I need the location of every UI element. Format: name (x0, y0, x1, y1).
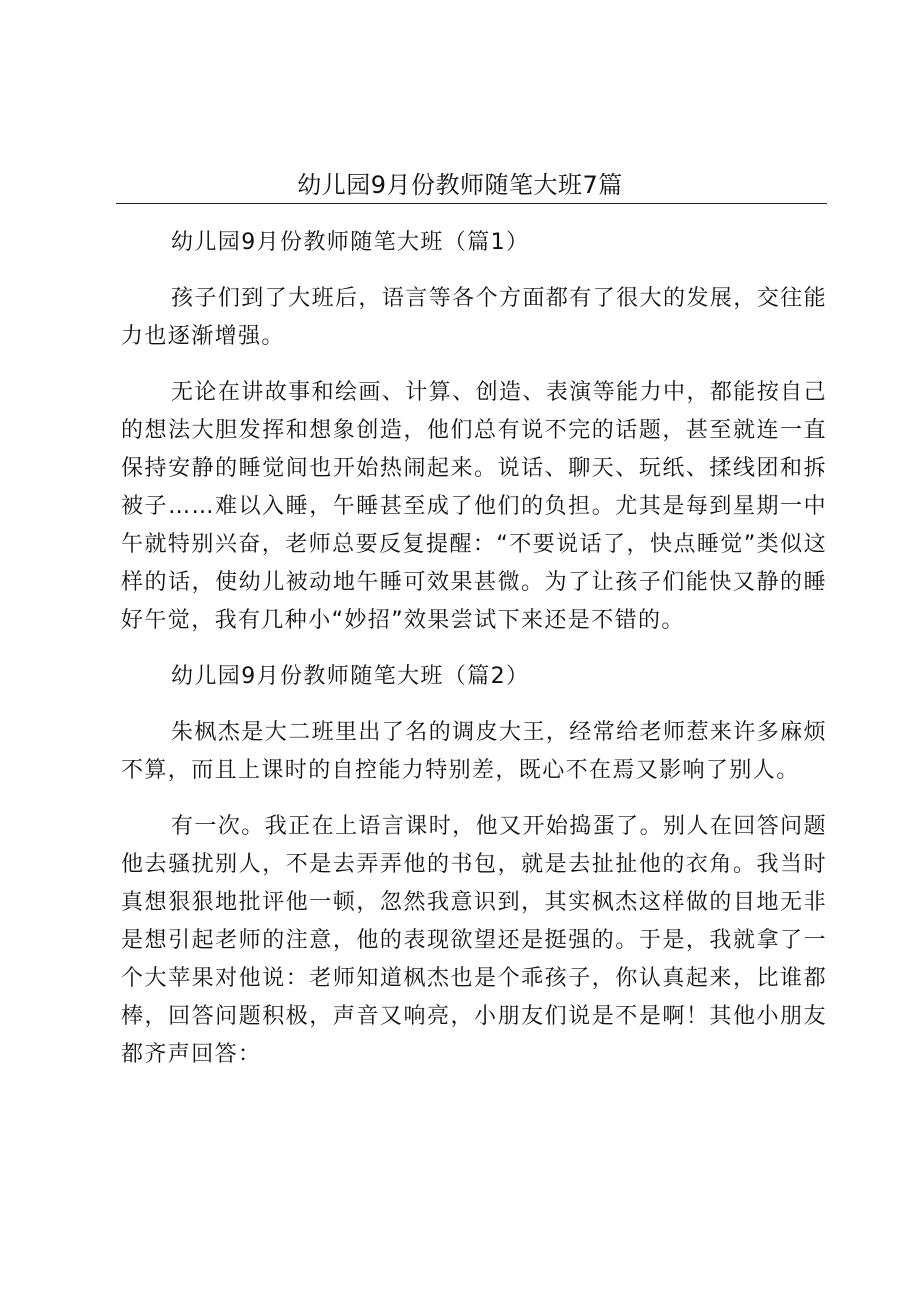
paragraph-2-1: 朱枫杰是大二班里出了名的调皮大王，经常给老师惹来许多麻烦不算，而且上课时的自控能力特别差，既心不在焉又影响了别人。 (121, 720, 827, 783)
paragraph-2-2: 有一次。我正在上语言课时，他又开始捣蛋了。别人在回答问题他去骚扰别人，不是去弄弄他的书包，就是去扯扯他的衣角。我当时真想狠狠地批评他一顿，忽然我意识到，其实枫杰这样做的目地无非是想引起老师的注意，他的表现欲望还是挺强的。于是，我就拿了一个大苹果对他说：老师知道枫杰也是个乖孩子，你认真起来，比谁都棒，回答问题积极，声音又响亮，小朋友们说是不是啊！其他小朋友都齐声回答： (121, 814, 827, 1067)
document-body (121, 224, 827, 1092)
section-heading-1: 幼儿园9月份教师随笔大班（篇1） (171, 230, 530, 255)
paragraph-1-1: 孩子们到了大班后，语言等各个方面都有了很大的发展，交往能力也逐渐增强。 (121, 286, 827, 349)
title-underline (116, 203, 827, 204)
section-heading-2: 幼儿园9月份教师随笔大班（篇2） (171, 664, 530, 689)
paragraph-1-2: 无论在讲故事和绘画、计算、创造、表演等能力中，都能按自己的想法大胆发挥和想象创造，他们总有说不完的话题，甚至就连一直保持安静的睡觉间也开始热闹起来。说话、聊天、玩纸、揉线团和拆被子……难以入睡，午睡甚至成了他们的负担。尤其是每到星期一中午就特别兴奋，老师总要反复提醒：“不要说话了，快点睡觉”类似这样的话，使幼儿被动地午睡可效果甚微。为了让孩子们能快又静的睡好午觉，我有几种小“妙招”效果尝试下来还是不错的。 (121, 380, 827, 633)
document-title: 幼儿园9月份教师随笔大班7篇 (297, 171, 623, 199)
